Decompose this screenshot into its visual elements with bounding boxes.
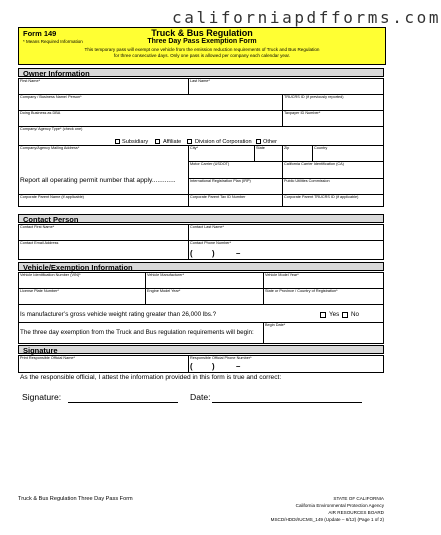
divider [188,78,189,94]
phone-close-paren: ) [212,249,215,258]
city-field[interactable]: City* [190,146,199,150]
divider [282,94,283,110]
no-checkbox[interactable] [342,312,348,318]
date-label: Date: [190,392,211,402]
affiliate-label: Affiliate [163,138,182,145]
description-line-1: This temporary pass will exempt one vehicle from the emission reduction requirements of Truck and Bus Regulation [84,47,320,52]
divider [188,355,189,373]
divider [188,224,189,260]
ca-carrier-field[interactable]: California Carrier Identification (CA) [284,162,344,166]
state-country-field[interactable]: State or Province / Country of Registration* [265,289,338,293]
footer-board: AIR RESOURCES BOARD [328,510,384,515]
form-header [18,27,386,65]
contact-last-name-field[interactable]: Contact Last Name* [190,225,224,229]
divider [18,110,384,111]
no-label: No [351,311,360,318]
country-field[interactable]: Country [314,146,328,150]
subsidiary-checkbox[interactable] [115,139,120,144]
division-label: Division of Corporation [195,138,252,145]
model-year-field[interactable]: Vehicle Model Year* [265,273,299,277]
footer-agency: California Environmental Protection Agency [295,503,384,508]
engine-model-year-field[interactable]: Engine Model Year* [147,289,181,293]
subsidiary-label: Subsidiary [122,138,149,145]
division-checkbox[interactable] [187,139,192,144]
form-number: Form 149 [23,29,57,38]
watermark: californiapdfforms.com [172,8,441,27]
contact-email-field[interactable]: Contact Email Address [20,241,59,245]
divider [282,145,283,207]
parent-name-field[interactable]: Corporate Parent Name (if applicable) [20,195,84,199]
divider [260,145,300,146]
date-line[interactable] [212,402,362,403]
begin-date-field[interactable]: Begin Date* [265,323,286,327]
yes-checkbox[interactable] [320,312,326,318]
section-contact-person: Contact Person [18,214,384,223]
yes-label: Yes [329,311,340,318]
signature-line[interactable] [68,402,178,403]
report-permits-text: Report all operating permit number that apply............. [20,177,176,184]
signature-label: Signature: [22,392,62,402]
divider [254,145,255,161]
divider [282,110,283,126]
gvwr-question: Is manufacturer’s gross vehicle weight rating greater than 26,000 lbs.? [20,311,217,318]
official-phone-dash: – [236,362,241,371]
section-vehicle-exemption: Vehicle/Exemption Information [18,262,384,271]
parent-tax-id-field[interactable]: Corporate Parent Tax ID Number [190,195,246,199]
last-name-field[interactable]: Last Name* [190,79,210,83]
divider [188,145,189,207]
form-description [29,47,375,60]
puc-field[interactable]: Public Utilities Commission [284,179,330,183]
state-field[interactable]: State [256,146,265,150]
mailing-address-field[interactable]: Company/Agency Mailing Address* [20,146,80,150]
section-signature: Signature [18,345,384,354]
contact-first-name-field[interactable]: Contact First Name* [20,225,55,229]
official-phone-close-paren: ) [212,362,215,371]
usdot-field[interactable]: Motor Carrier (USDOT) [190,162,230,166]
section-owner-information: Owner Information [18,68,384,77]
contact-phone-field[interactable]: Contact Phone Number* [190,241,232,245]
required-note: * Means Required Information [23,39,83,44]
form-title: Truck & Bus Regulation [151,28,253,38]
vin-field[interactable]: Vehicle Identification Number (VIN)* [20,273,81,277]
divider [312,145,313,161]
divider [18,304,384,305]
parent-trucrs-field[interactable]: Corporate Parent TRUCRS ID (if applicable) [284,195,359,199]
agency-type-label: Company/ Agency Type* (check one) [20,127,83,131]
taxpayer-id-field[interactable]: Taxpayer ID Number* [284,111,321,115]
divider [18,322,384,323]
trucrs-id-field[interactable]: TRUCRS ID (if previously reported) [284,95,344,99]
form-subtitle: Three Day Pass Exemption Form [147,38,257,45]
official-name-field[interactable]: Print Responsible Official Name* [20,356,76,360]
irp-field[interactable]: International Registration Plan (IRP) [190,179,251,183]
business-name-field[interactable]: Company / Business Name/ Person* [20,95,82,99]
dba-field[interactable]: Doing Business as DBA [20,111,61,115]
other-checkbox[interactable] [256,139,261,144]
official-phone-field[interactable]: Responsible Official Phone Number* [190,356,252,360]
affiliate-checkbox[interactable] [155,139,160,144]
official-phone-open-paren: ( [190,362,193,371]
phone-open-paren: ( [190,249,193,258]
three-day-begin-text: The three day exemption from the Truck and Bus regulation requirements will begin: [20,329,254,336]
attestation-text: As the responsible official, I attest the information provided in this form is true and correct: [20,374,282,381]
footer-state: STATE OF CALIFORNIA [333,496,384,501]
license-plate-field[interactable]: License Plate Number* [20,289,59,293]
phone-dash: – [236,249,241,258]
footer-form-name: Truck & Bus Regulation Three Day Pass Form [18,496,133,502]
other-label: Other [263,138,277,145]
first-name-field[interactable]: First Name* [20,79,41,83]
manufacturer-field[interactable]: Vehicle Manufacturer* [147,273,185,277]
zip-field[interactable]: Zip [284,146,290,150]
divider [263,322,264,344]
footer-form-code: MSCD/HDDI/IUCMS_149 (Update – 6/12) (Page 1 of 2) [270,517,384,522]
description-line-2: for three consecutive days. Only one pass is allowed per company each calendar year. [113,53,291,59]
